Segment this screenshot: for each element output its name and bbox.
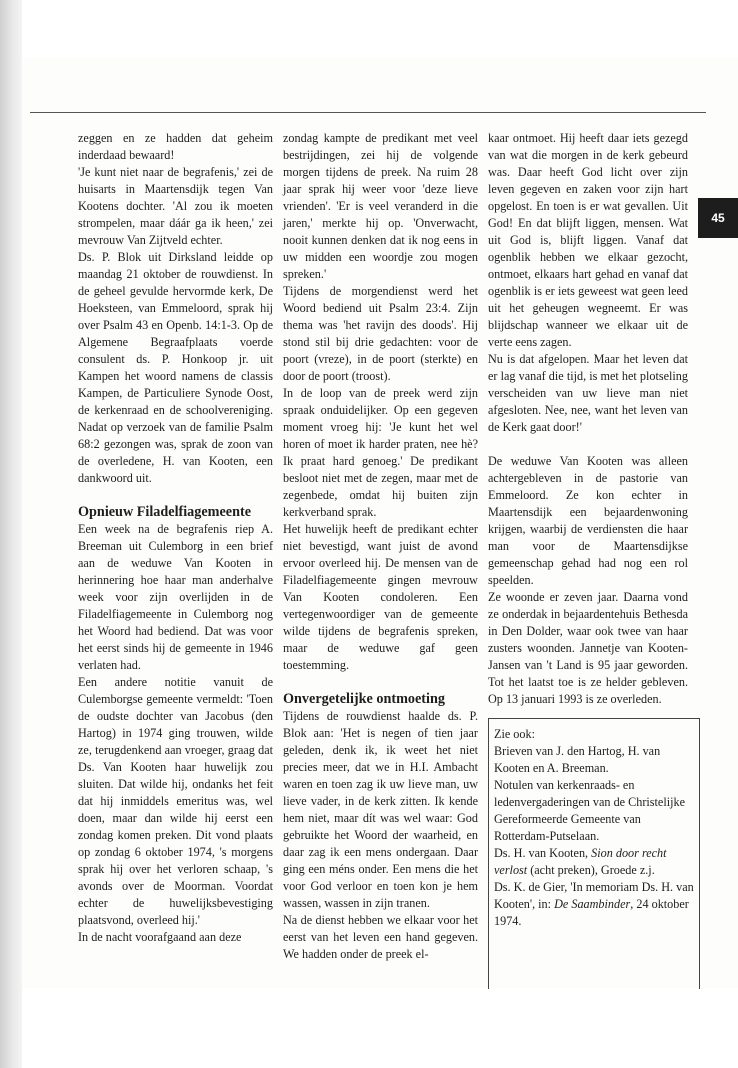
reference-author: Ds. K. de Gier, 'In memoriam Ds. H. van Kooten', in:	[494, 880, 694, 911]
paragraph: Tijdens de rouwdienst haalde ds. P. Blok aan: 'Het is negen of tien jaar geleden, denk ik, ik weet het niet precies meer, dat we in H.I. Ambacht waren en toen zag ik uw lieve man, uw lieve vader, in de kerk zitten. Ik kende hem niet, maar dít was wel waar: God gebruikte het Woord der waarheid, en daar zag ik een mens ondergaan. Daar ging een méns onder. Een mens die het voor God verloor en toen kon je hem wassen, wassen in zijn tranen.	[283, 709, 478, 910]
reference-title: De Saambinder	[554, 897, 631, 911]
paragraph: Een week na de begrafenis riep A. Breeman uit Culemborg in een brief aan de weduwe Van Kooten in herinnering hoe haar man anderhalve week voor zijn overlijden in de Filadelfiagemeente in Culemborg nog het Woord had bediend. Dat was voor het eerst sinds hij de gemeente in 1946 verlaten had.	[78, 522, 273, 672]
paragraph: Tijdens de morgendienst werd het Woord bediend uit Psalm 23:4. Zijn thema was 'het ravijn des doods'. Hij stond stil bij drie gedachten: voor de poort (vreze), in de poort (sterkte) en door de poort (troost).	[283, 284, 478, 383]
see-also-list	[494, 726, 694, 930]
paragraph: zondag kampte de predikant met veel bestrijdingen, zei hij de volgende morgen tijdens de preek. Na ruim 28 jaar sprak hij weer voor 'deze lieve vrienden'. 'Er is veel veranderd in die jaren,' merkte hij op. 'Onverwacht, nooit kunnen denken dat ik nog eens in uw midden een woordje zou mogen spreken.'	[283, 131, 478, 281]
reference: Notulen van kerkenraads- en ledenvergaderingen van de Christelijke Gereformeerde Gemeente van Rotterdam-Putselaan.	[494, 778, 685, 843]
paragraph: Nu is dat afgelopen. Maar het leven dat er lag vanaf die tijd, is met het plotseling verscheiden van uw lieve man niet afgesloten. Nee, nee, want het leven van de Kerk gaat door!'	[488, 352, 688, 434]
reference-author: Ds. H. van Kooten,	[494, 846, 592, 860]
section-heading: Opnieuw Filadelfiagemeente	[78, 504, 251, 520]
column-2	[283, 130, 478, 963]
column-1	[78, 130, 273, 946]
paragraph: In de nacht voorafgaand aan deze	[78, 930, 242, 944]
paragraph: In de loop van de preek werd zijn spraak onduidelijker. Op een gegeven moment vroeg hij: 'Je kunt het wel horen of moet ik harder praten, nee hè? Ik praat hard genoeg.' De predikant besloot niet met de zegen, maar met de zegenbede, omdat hij buiten zijn kerkverband sprak.	[283, 386, 478, 519]
paragraph: De weduwe Van Kooten was alleen achtergebleven in de pastorie van Emmeloord. Ze kon echter in Maartensdijk een bejaardenwoning krijgen, waarbij de verdiensten die haar man voor de Maartensdijkse gemeenschap gehad had nog een rol speelden.	[488, 454, 688, 587]
reference: Brieven van J. den Hartog, H. van Kooten en A. Breeman.	[494, 744, 661, 775]
paragraph: 'Je kunt niet naar de begrafenis,' zei de huisarts in Maartensdijk tegen Van Kootens dochter. 'Al zou ik moeten strompelen, maar dáár ga ik heen,' zei mevrouw Van Zijtveld echter.	[78, 165, 273, 247]
reference-details: , 24 oktober 1974.	[494, 897, 689, 928]
column-3	[488, 130, 688, 708]
see-also-title: Zie ook:	[494, 727, 535, 741]
section-heading: Onvergetelijke ontmoeting	[283, 691, 445, 707]
page-number-tab	[698, 198, 738, 238]
paragraph: zeggen en ze hadden dat geheim inderdaad bewaard!	[78, 131, 273, 162]
paragraph: kaar ontmoet. Hij heeft daar iets gezegd van wat die morgen in de kerk gebeurd was. Daar heeft God licht over zijn leven gegeven en zaken voor zijn hart opgelost. En toen is er wat gevallen. Uit God! En dat blijft liggen, mensen. Wat uit God is, blijft liggen. Vanaf dat ogenblik hebben we elkaar gezocht, ontmoet, elkaars hart gehad en vanaf dat ogenblik is er iets geweest wat geen leed uit het geheugen wegneemt. Er was blijdschap wanneer we elkaar uit de verte eens zagen.	[488, 131, 688, 349]
reference-title: Sion door recht verlost	[494, 846, 667, 877]
header-rule	[30, 112, 706, 113]
reference	[494, 845, 694, 879]
paragraph: Het huwelijk heeft de predikant echter niet bevestigd, want juist de avond ervoor overleed hij. De mensen van de Filadelfiagemeente gingen mevrouw Van Kooten condoleren. Een vertegenwoordiger van de gemeente wilde tijdens de begrafenis spreken, maar de weduwe gaf geen toestemming.	[283, 522, 478, 672]
reference	[494, 879, 694, 930]
book-gutter	[0, 0, 22, 1068]
paragraph: Een andere notitie vanuit de Culemborgse gemeente vermeldt: 'Toen de oudste dochter van Jacobus (den Hartog) in 1974 ging trouwen, wilde ze, terugdenkend aan vroeger, graag dat Ds. Van Kooten haar huwelijk zou sluiten. Dat wilde hij, ondanks het feit dat hij inmiddels emeritus was, wel doen, maar dan wilde hij eerst een zondag komen preken. Dit vond plaats op zondag 6 oktober 1974, 's morgens sprak hij over het verloren schaap, 's avonds over de Moorman. Voordat echter de huwelijksbevestiging plaatsvond, overleed hij.'	[78, 675, 273, 927]
page-number: 45	[711, 211, 725, 225]
paragraph: Ze woonde er zeven jaar. Daarna vond ze onderdak in bejaardentehuis Bethesda in Den Dolder, waar ook twee van haar zusters woonden. Jannetje van Kooten-Jansen van 't Land is 95 jaar geworden. Tot het laatst toe is ze helder gebleven. Op 13 januari 1993 is ze overleden.	[488, 590, 688, 706]
paragraph: Na de dienst hebben we elkaar voor het eerst van het leven een hand gegeven. We hadden onder de preek el-	[283, 913, 478, 961]
reference-details: (acht preken), Groede z.j.	[527, 863, 655, 877]
paragraph: Ds. P. Blok uit Dirksland leidde op maandag 21 oktober de rouwdienst. In de geheel gevulde hervormde kerk, De Hoeksteen, van Emmeloord, sprak hij over Psalm 43 en Openb. 14:1-3. Op de Algemene Begraafplaats voerde consulent ds. P. Honkoop jr. uit Kampen het woord namens de classis Kampen, de Particuliere Synode Oost, de kerkenraad en de schoolvereniging. Nadat op verzoek van de familie Psalm 68:2 gezongen was, sprak de zoon van de overledene, H. van Kooten, een dankwoord uit.	[78, 250, 273, 485]
